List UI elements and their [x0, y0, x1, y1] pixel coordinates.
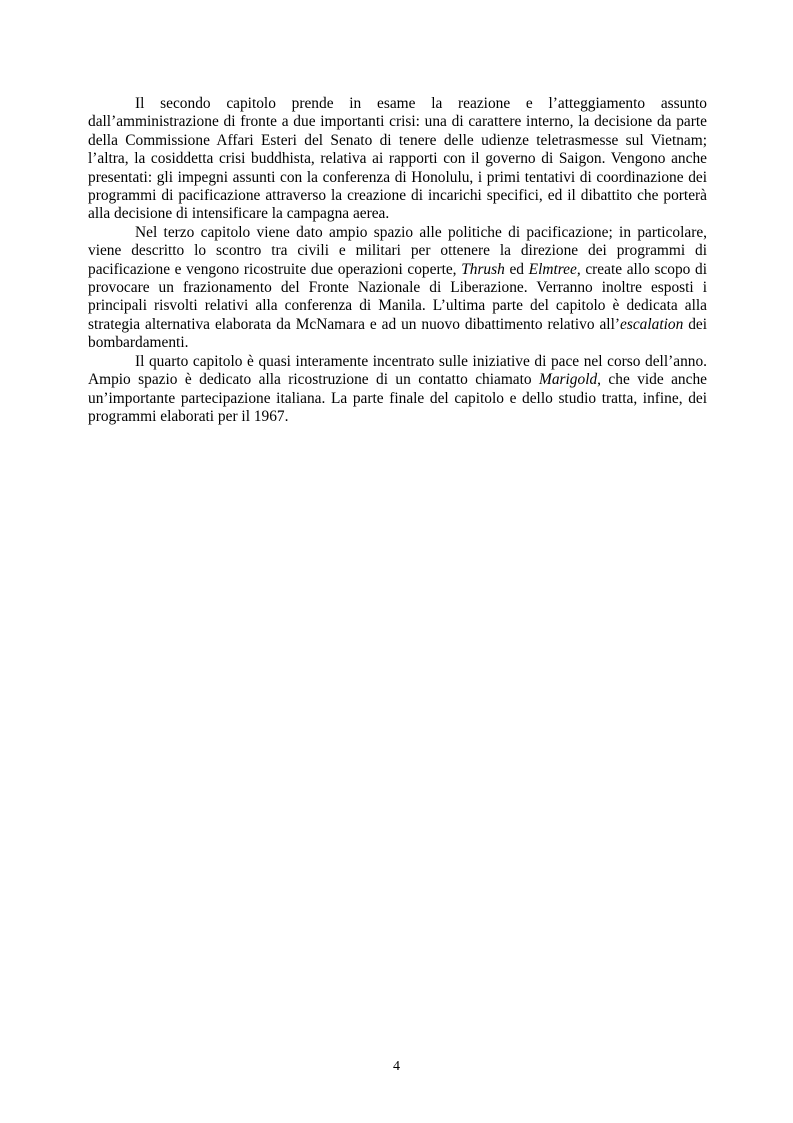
paragraph-2-text-2: ed: [504, 260, 529, 278]
paragraph-3-text-1: Il quarto capitolo è quasi interamente incentrato sulle iniziative di pace nel corso dell’anno. Ampio spazio è dedicato alla ricostruzione di un contatto chiamato: [88, 352, 707, 389]
paragraph-2: [88, 224, 707, 353]
paragraph-3: [88, 353, 707, 427]
page-body: [88, 95, 707, 426]
paragraph-2-text-1: Nel terzo capitolo viene dato ampio spazio alle politiche di pacificazione; in particolare, viene descritto lo scontro tra civili e militari per ottenere la direzione dei programmi di pacificazione e vengono ricostruite due operazioni coperte,: [88, 223, 707, 278]
paragraph-2-text-3: , create allo scopo di provocare un frazionamento del Fronte Nazionale di Liberazione. Verranno inoltre esposti i principali risvolti relativi alla conferenza di Manila. L’ultima parte del capitolo è dedicata alla strategia alternativa elaborata da McNamara e ad un nuovo dibattimento relativo all’: [88, 260, 707, 333]
paragraph-3-text-2: , che vide anche un’importante partecipazione italiana. La parte finale del capitolo e dello studio tratta, infine, dei programmi elaborati per il 1967.: [88, 371, 707, 425]
page-number: 4: [393, 1059, 400, 1074]
paragraph-1-text: Il secondo capitolo prende in esame la reazione e l’atteggiamento assunto dall’amministrazione di fronte a due importanti crisi: una di carattere interno, la decisione da parte della Commissione Affari Esteri del Senato di tenere delle udienze teletrasmesse sul Vietnam; l’altra, la cosiddetta crisi buddhista, relativa ai rapporti con il governo di Saigon. Vengono anche presentati: gli impegni assunti con la conferenza di Honolulu, i primi tentativi di coordinazione dei programmi di pacificazione attraverso la creazione di incarichi specifici, ed il dibattito che porterà alla decisione di intensificare la campagna aerea.: [88, 95, 707, 223]
paragraph-1: [88, 95, 707, 224]
paragraph-2-text-4: dei bombardamenti.: [88, 315, 707, 352]
term-escalation: escalation: [620, 315, 684, 333]
term-elmtree: Elmtree: [528, 260, 577, 278]
term-thrush: Thrush: [461, 260, 505, 278]
term-marigold: Marigold: [539, 371, 598, 389]
